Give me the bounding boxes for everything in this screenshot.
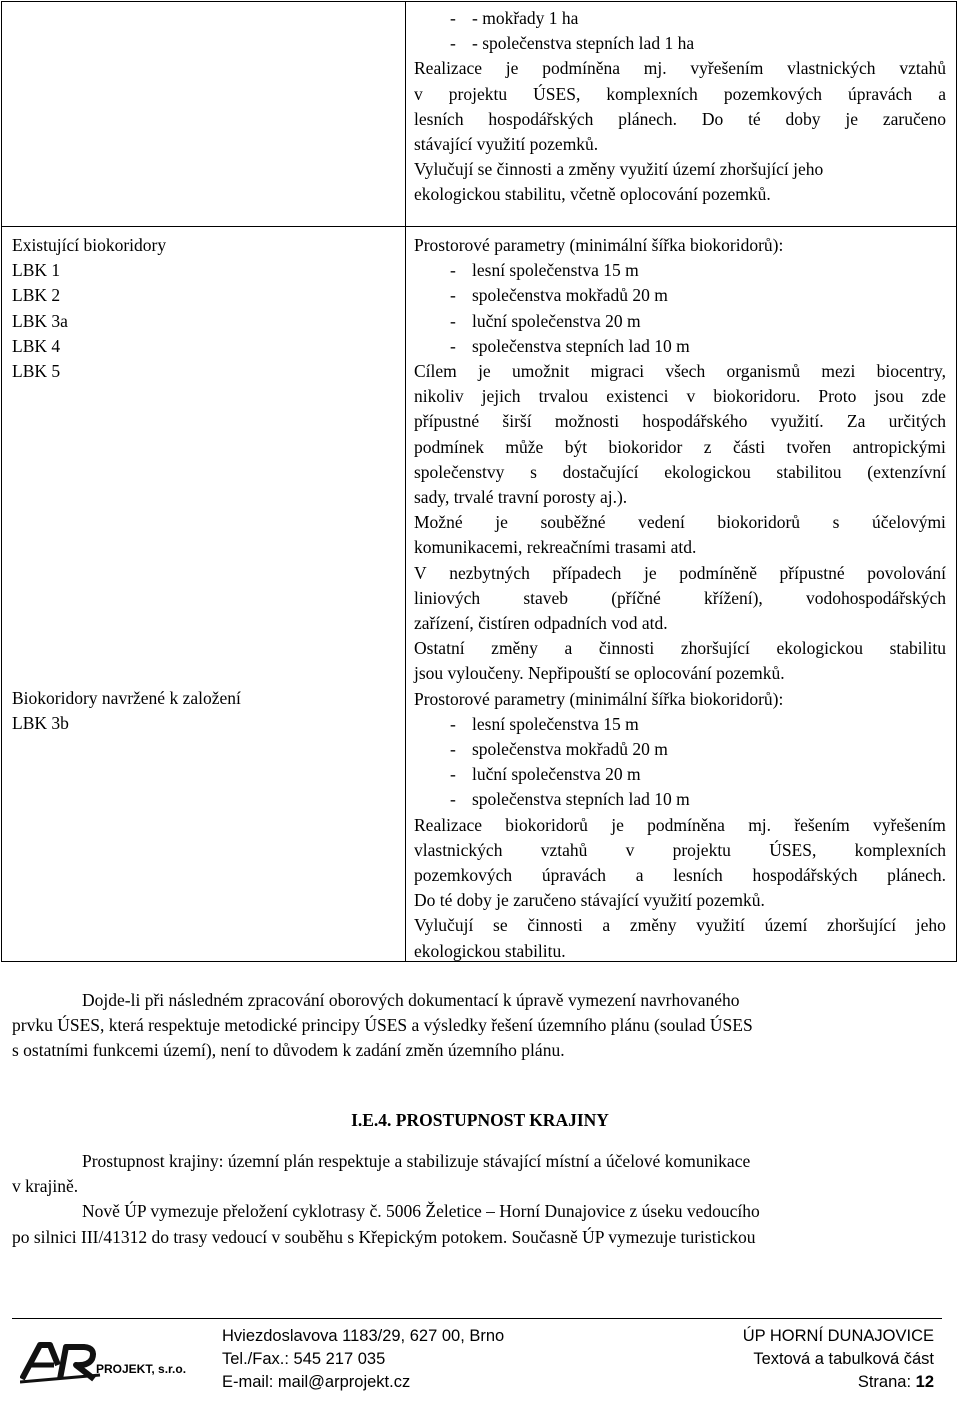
- text-line: ekologickou stabilitu.: [414, 940, 566, 961]
- text-line: Dojde-li při následném zpracování oborových dokumentací k úpravě vymezení navrhovaného: [82, 990, 740, 1010]
- list-item: - luční společenstva 20 m: [414, 762, 946, 787]
- list-item: - - mokřady 1 ha: [414, 6, 946, 31]
- text-line: podmínek může být biokoridor z části tvořen antropickými: [414, 436, 946, 457]
- text-line: Realizace je podmíněna mj. vyřešením vlastnických vztahů: [414, 58, 946, 79]
- list-item: - společenstva stepních lad 10 m: [414, 787, 946, 812]
- text-line: vlastnických vztahů v projektu ÚSES, komplexních: [414, 839, 946, 860]
- text-line: stávající využití pozemků.: [414, 134, 599, 155]
- text-line: Ostatní změny a činnosti zhoršující ekologickou stabilitu: [414, 638, 946, 659]
- top-right-cell: [414, 6, 946, 208]
- text-line: ekologickou stabilitu, včetně oplocování pozemků.: [414, 184, 771, 205]
- right-main-cell: [414, 233, 946, 964]
- footer-document-info: [743, 1325, 934, 1394]
- list-item: - lesní společenstva 15 m: [414, 712, 946, 737]
- text-line: s ostatními funkcemi území), není to důvodem k zadání změn územního plánu.: [12, 1040, 565, 1061]
- footer-contact: [222, 1325, 504, 1394]
- text-line: v projektu ÚSES, komplexních pozemkových úpravách a: [414, 83, 946, 104]
- corridor-item: LBK 2: [12, 285, 61, 306]
- text-line: prvku ÚSES, která respektuje metodické principy ÚSES a výsledky řešení územního plánu (soulad ÚSES: [12, 1015, 753, 1036]
- list-item: - společenstva stepních lad 10 m: [414, 334, 946, 359]
- text-line: Možné je souběžné vedení biokoridorů s účelovými: [414, 512, 946, 533]
- text-line: Do té doby je zaručeno stávající využití pozemků.: [414, 890, 765, 911]
- footer-page-number: Strana: 12: [857, 1373, 934, 1391]
- footer-phone: Tel./Fax.: 545 217 035: [222, 1350, 386, 1368]
- text-line: v krajině.: [12, 1176, 79, 1197]
- existing-corridors-title: Existující biokoridory: [12, 235, 167, 255]
- text-line: Prostupnost krajiny: územní plán respektuje a stabilizuje stávající místní a účelové komunikace: [82, 1151, 751, 1171]
- table-column-divider: [405, 2, 406, 961]
- text-line: sady, trvalé travní porosty aj.).: [414, 487, 628, 508]
- footer-document-part: Textová a tabulková část: [753, 1350, 934, 1368]
- text-line: po silnici III/41312 do trasy vedoucí v souběhu s Křepickým potokem. Současně ÚP vymezuje turistickou: [12, 1226, 756, 1247]
- footer-address: Hviezdoslavova 1183/29, 627 00, Brno: [222, 1327, 505, 1345]
- proposed-corridors-title: Biokoridory navržené k založení: [12, 688, 241, 708]
- text-line: společenstvy s dostačující ekologickou stabilitou (extenzívní: [414, 461, 946, 482]
- text-line: pozemkových úpravách a lesních hospodářských plánech.: [414, 865, 946, 886]
- text-line: komunikacemi, rekreačními trasami atd.: [414, 537, 697, 558]
- parameters-heading: Prostorové parametry (minimální šířka biokoridorů):: [414, 235, 784, 255]
- text-line: Realizace biokoridorů je podmíněna mj. řešením vyřešením: [414, 814, 946, 835]
- list-item: - společenstva mokřadů 20 m: [414, 283, 946, 308]
- text-line: Cílem je umožnit migraci všech organismů mezi biocentry,: [414, 361, 946, 382]
- text-line: Vylučují se činnosti a změny využití území zhoršující jeho: [414, 915, 946, 936]
- text-line: Vylučují se činnosti a změny využití území zhoršující jeho: [414, 159, 824, 180]
- proposed-corridors: [12, 686, 241, 736]
- ar-projekt-logo-icon: [20, 1335, 190, 1387]
- list-item: - luční společenstva 20 m: [414, 309, 946, 334]
- list-item: - - společenstva stepních lad 1 ha: [414, 31, 946, 56]
- corridor-item: LBK 1: [12, 260, 61, 281]
- section-heading: I.E.4. PROSTUPNOST KRAJINY: [351, 1110, 609, 1130]
- parameters-heading: Prostorové parametry (minimální šířka biokoridorů):: [414, 688, 784, 709]
- logo-text: PROJEKT, s.r.o.: [96, 1362, 187, 1376]
- text-line: nikoliv jejich trvalou existenci v biokoridoru. Proto jsou zde: [414, 386, 946, 407]
- text-line: přípustné širší možnosti hospodářského využití. Za určitých: [414, 411, 946, 432]
- corridor-item: LBK 4: [12, 335, 61, 356]
- list-item: - lesní společenstva 15 m: [414, 258, 946, 283]
- list-item: - společenstva mokřadů 20 m: [414, 737, 946, 762]
- footer-divider: [12, 1318, 942, 1319]
- text-line: Nově ÚP vymezuje přeložení cyklotrasy č. 5006 Želetice – Horní Dunajovice z úseku vedoucího: [82, 1201, 760, 1222]
- text-line: zařízení, čistíren odpadních vod atd.: [414, 613, 668, 634]
- landscape-permeability-paragraph: [12, 1149, 942, 1250]
- text-line: V nezbytných případech je podmíněně přípustné povolování: [414, 562, 946, 583]
- table-row-divider: [2, 226, 956, 227]
- text-line: jsou vyloučeny. Nepřipouští se oplocování pozemků.: [414, 663, 785, 684]
- corridor-item: LBK 5: [12, 361, 61, 382]
- existing-corridors: [12, 233, 166, 384]
- text-line: liniových staveb (příčné křížení), vodohospodářských: [414, 587, 946, 608]
- corridor-item: LBK 3a: [12, 310, 68, 331]
- footer-email: E-mail: mail@arprojekt.cz: [222, 1373, 411, 1391]
- footer-project-name: ÚP HORNÍ DUNAJOVICE: [742, 1327, 934, 1345]
- text-line: lesních hospodářských plánech. Do té doby je zaručeno: [414, 108, 946, 129]
- ses-note-paragraph: [12, 988, 942, 1064]
- corridor-item: LBK 3b: [12, 713, 69, 734]
